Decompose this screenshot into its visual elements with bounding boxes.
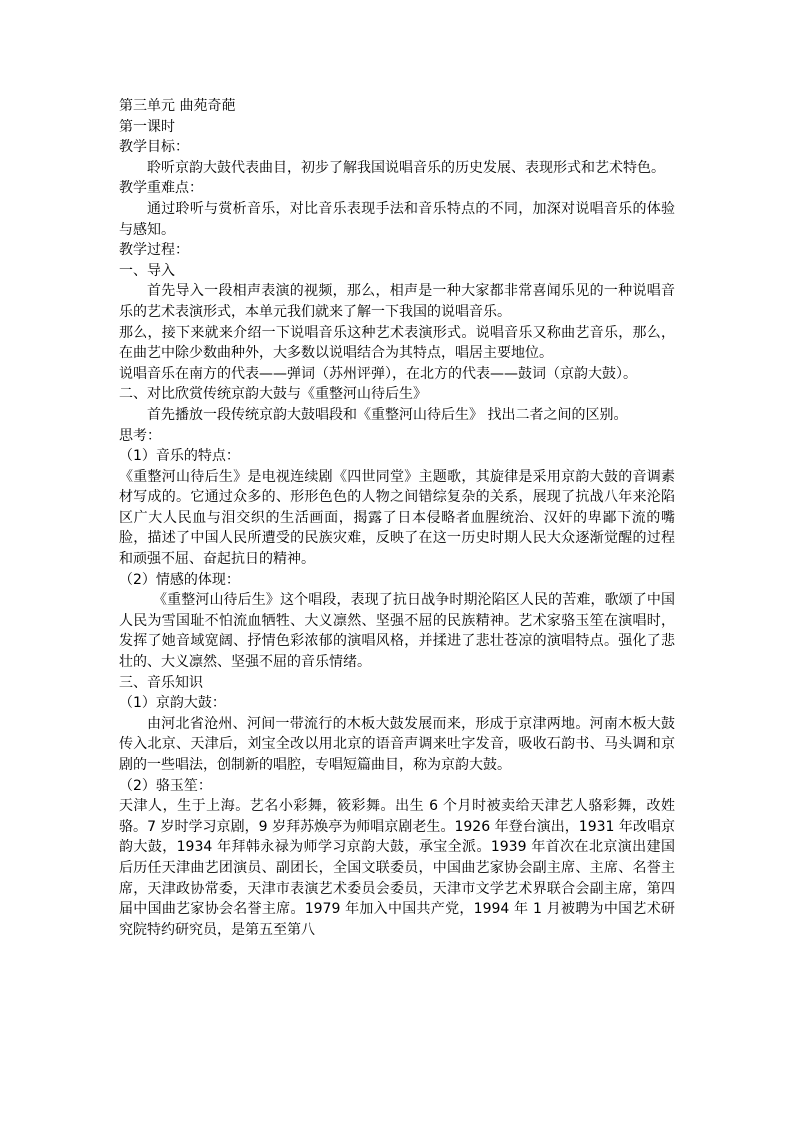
lesson-label: 第一课时 bbox=[119, 118, 175, 135]
unit-title: 第三单元 曲苑奇葩 bbox=[119, 98, 236, 114]
section3-item2-paragraph: 天津人，生于上海。艺名小彩舞，筱彩舞。出生 6 个月时被卖给天津艺人骆彩舞，改姓骆。7 岁时学习京剧，9 岁拜苏焕亭为师唱京剧老生。1926 年登台演出，1931 年改唱京韵大鼓，1934 年拜韩永禄为师学习京韵大鼓，承宝全派。1939 年首次在北京演出建国后历任天津曲艺团演员、副团长，全国文联委员，中国曲艺家协会副主席、主席、名誉主席，天津政协常委，天津市表演艺术委员会委员，天津市文学艺术界联合会副主席，第四届中国曲艺家协会名誉主席。1979 年加入中国共产党，1994 年 1 月被聘为中国艺术研究院特约研究员，是第五至第八 bbox=[119, 798, 675, 938]
goals-heading: 教学目标： bbox=[119, 139, 189, 156]
key-points-heading: 教学重难点： bbox=[119, 180, 203, 197]
section1-heading: 一、导入 bbox=[119, 262, 175, 279]
think-item2-heading: （2）情感的体现： bbox=[119, 571, 240, 588]
section3-item1-paragraph: 由河北省沧州、河间一带流行的木板大鼓发展而来，形成于京津两地。河南木板大鼓传入北京、天津后，刘宝全改以用北京的语音声调来吐字发音，吸收石韵书、马头调和京剧的一些唱法，创制新的唱腔，专唱短篇曲目，称为京韵大鼓。 bbox=[119, 715, 675, 773]
section1-paragraph-2: 那么，接下来就来介绍一下说唱音乐这种艺术表演形式。说唱音乐又称曲艺音乐，那么，在曲艺中除少数曲种外，大多数以说唱结合为其特点，唱居主要地位。 bbox=[119, 324, 675, 362]
process-heading: 教学过程： bbox=[119, 242, 189, 259]
goals-paragraph: 聆听京韵大鼓代表曲目，初步了解我国说唱音乐的历史发展、表现形式和艺术特色。 bbox=[147, 159, 665, 176]
section3-item2-heading: （2）骆玉笙： bbox=[119, 777, 212, 794]
think-heading: 思考： bbox=[119, 427, 161, 444]
think-item1-heading: （1）音乐的特点： bbox=[119, 448, 240, 465]
section3-heading: 三、音乐知识 bbox=[119, 674, 203, 691]
think-item2-paragraph: 《重整河山待后生》这个唱段，表现了抗日战争时期沦陷区人民的苦难，歌颂了中国人民为雪国耻不怕流血牺牲、大义凛然、坚强不屈的民族精神。艺术家骆玉笙在演唱时，发挥了她音域宽阔、抒情色彩浓郁的演唱风格，并揉进了悲壮苍凉的演唱特点。强化了悲壮的、大义凛然、坚强不屈的音乐情绪。 bbox=[119, 592, 675, 671]
think-item1-paragraph: 《重整河山待后生》是电视连续剧《四世同堂》主题歌，其旋律是采用京韵大鼓的音调素材写成的。它通过众多的、形形色色的人物之间错综复杂的关系，展现了抗战八年来沦陷区广大人民血与泪交织的生活画面，揭露了日本侵略者血腥统治、汉奸的卑鄙下流的嘴脸，描述了中国人民所遭受的民族灾难，反映了在这一历史时期人民大众逐渐觉醒的过程和顽强不屈、奋起抗日的精神。 bbox=[119, 468, 675, 568]
document-page bbox=[119, 96, 675, 940]
section1-paragraph-1: 首先导入一段相声表演的视频，那么，相声是一种大家都非常喜闻乐见的一种说唱音乐的艺术表演形式，本单元我们就来了解一下我国的说唱音乐。 bbox=[119, 283, 675, 320]
section2-heading: 二、对比欣赏传统京韵大鼓与《重整河山待后生》 bbox=[119, 386, 427, 403]
section3-item1-heading: （1）京韵大鼓： bbox=[119, 695, 226, 712]
section1-paragraph-3: 说唱音乐在南方的代表——弹词（苏州评弹），在北方的代表——鼓词（京韵大鼓）。 bbox=[119, 365, 637, 382]
section2-paragraph-1: 首先播放一段传统京韵大鼓唱段和《重整河山待后生》 找出二者之间的区别。 bbox=[147, 406, 628, 423]
key-points-paragraph: 通过聆听与赏析音乐，对比音乐表现手法和音乐特点的不同，加深对说唱音乐的体验与感知。 bbox=[119, 200, 675, 238]
